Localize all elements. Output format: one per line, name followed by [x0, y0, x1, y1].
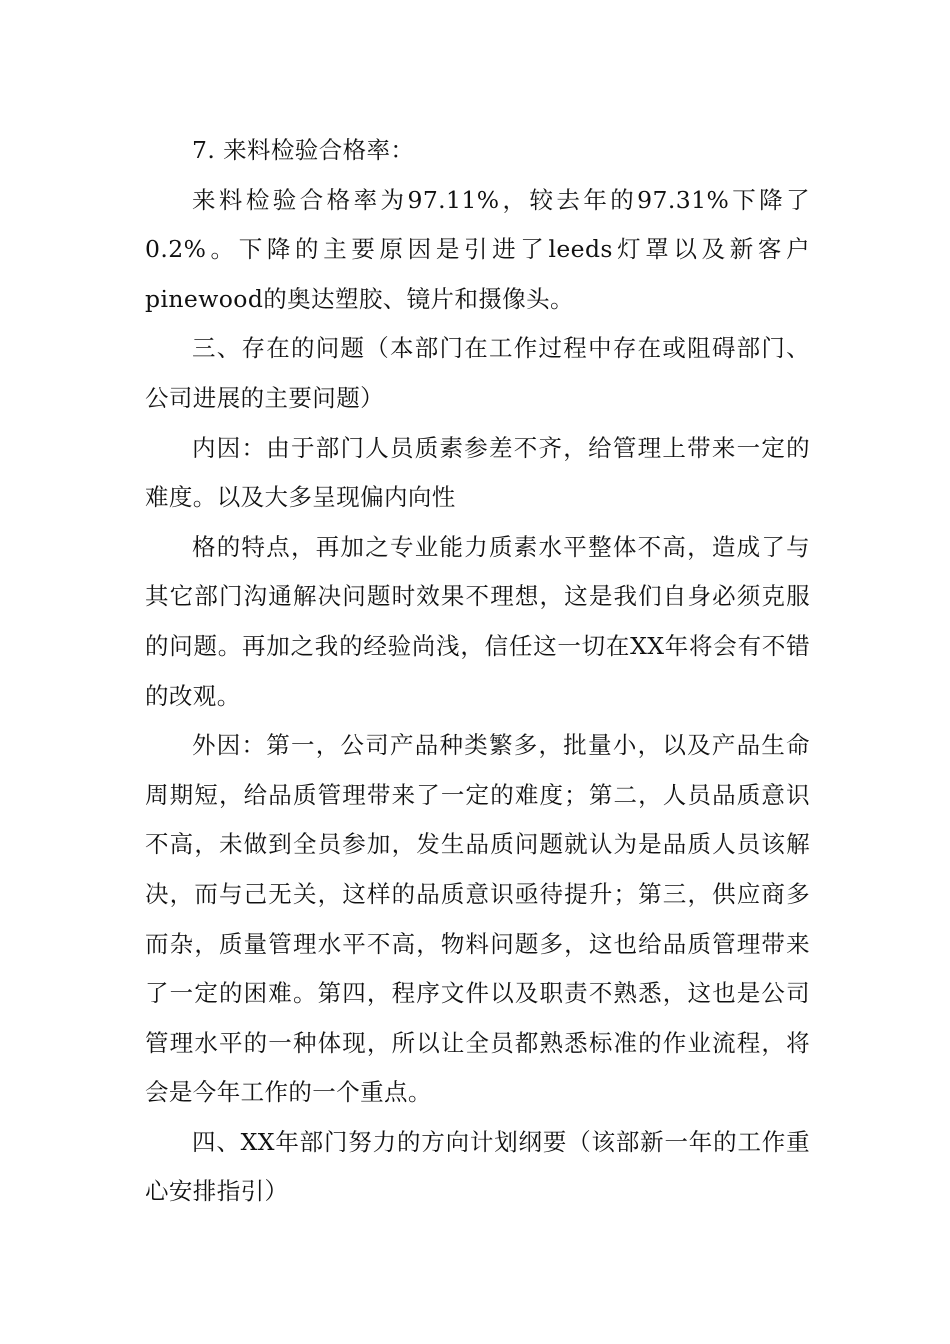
- paragraph-incoming-inspection-heading: 7. 来料检验合格率：: [192, 136, 415, 164]
- paragraph-section-three-heading: 三、存在的问题（本部门在工作过程中存在或阻碍部门、公司进展的主要问题）: [145, 334, 810, 412]
- paragraph-internal-causes: 内因：由于部门人员质素参差不齐，给管理上带来一定的难度。以及大多呈现偏内向性: [145, 433, 810, 512]
- document-page: [145, 126, 810, 1217]
- paragraph-section-four-heading: 四、XX年部门努力的方向计划纲要（该部新一年的工作重心安排指引）: [145, 1127, 810, 1206]
- paragraph-internal-causes-continued: 格的特点，再加之专业能力质素水平整体不高，造成了与其它部门沟通解决问题时效果不理想，这是我们自身必须克服的问题。再加之我的经验尚浅，信任这一切在XX年将会有不错的改观。: [145, 532, 810, 710]
- paragraph-incoming-inspection-rate: 来料检验合格率为97.11%，较去年的97.31%下降了0.2%。下降的主要原因是引进了leeds灯罩以及新客户pinewood的奥达塑胶、镜片和摄像头。: [145, 185, 810, 313]
- paragraph-external-causes: 外因：第一，公司产品种类繁多，批量小，以及产品生命周期短，给品质管理带来了一定的难度；第二，人员品质意识不高，未做到全员参加，发生品质问题就认为是品质人员该解决，而与己无关，这样的品质意识亟待提升；第三，供应商多而杂，质量管理水平不高，物料问题多，这也给品质管理带来了一定的困难。第四，程序文件以及职责不熟悉，这也是公司管理水平的一种体现，所以让全员都熟悉标准的作业流程，将会是今年工作的一个重点。: [145, 731, 810, 1107]
